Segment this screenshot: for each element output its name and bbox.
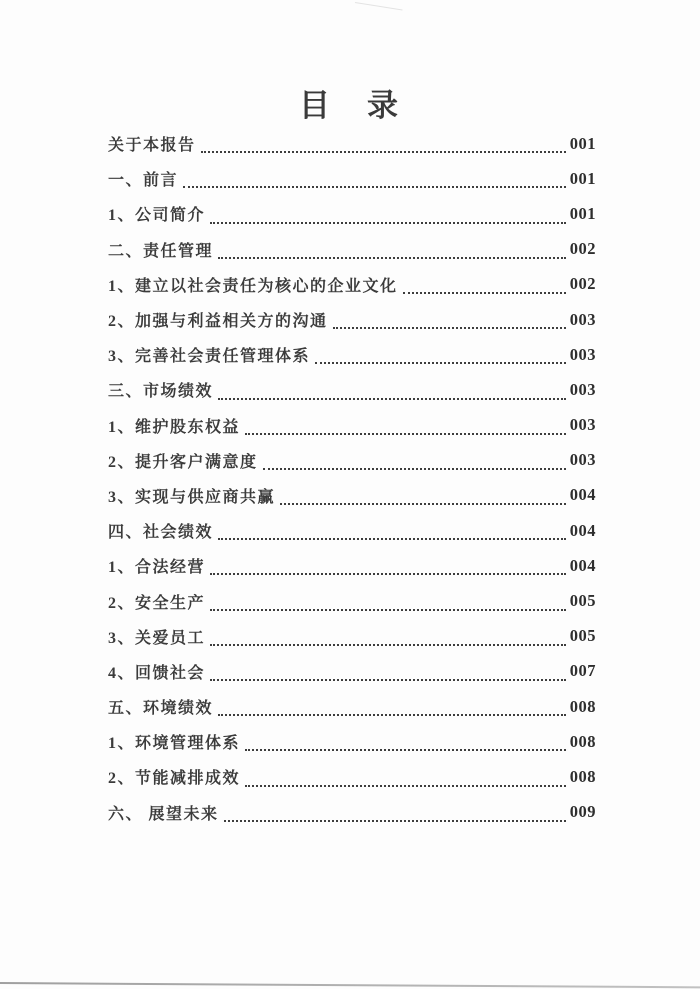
toc-entry-page-number: 007 <box>569 661 596 681</box>
toc-entry-label: 三、市场绩效 <box>108 383 214 401</box>
dot-leader <box>213 372 570 407</box>
toc-entry-label: 四、社会绩效 <box>108 524 214 542</box>
dot-leader <box>213 689 570 724</box>
dot-leader <box>328 302 570 337</box>
toc-entry <box>108 548 596 583</box>
toc-entry <box>108 337 596 372</box>
toc-entry-label: 1、建立以社会责任为核心的企业文化 <box>108 277 398 295</box>
dot-leader <box>398 267 570 302</box>
toc-entry-page-number: 005 <box>569 591 596 611</box>
toc-entry-page-number: 004 <box>569 485 596 505</box>
toc-entry-label: 关于本报告 <box>108 137 196 155</box>
toc-entry-page-number: 005 <box>569 626 596 646</box>
dot-leader <box>205 196 570 231</box>
toc-entry-page-number: 008 <box>569 731 596 751</box>
toc-entry <box>108 408 596 443</box>
toc-entry-page-number: 003 <box>569 415 596 435</box>
dot-leader <box>205 583 570 618</box>
toc-entry-page-number: 003 <box>569 379 596 399</box>
toc-entry-page-number: 001 <box>569 133 596 153</box>
toc-entry <box>108 759 596 794</box>
toc-entry <box>108 372 596 407</box>
toc-entry-page-number: 003 <box>569 309 596 329</box>
toc-entry-label: 五、环境绩效 <box>108 700 214 718</box>
dot-leader <box>219 795 570 830</box>
dot-leader <box>213 513 570 548</box>
toc-entry-label: 1、维护股东权益 <box>108 418 241 436</box>
toc-entry-label: 二、责任管理 <box>108 242 214 260</box>
dot-leader <box>240 724 570 759</box>
toc-entry-label: 1、公司简介 <box>108 207 206 225</box>
toc-entry <box>108 654 596 689</box>
toc-entry-label: 3、关爱员工 <box>108 629 206 647</box>
toc-entry-label: 4、回馈社会 <box>108 664 206 682</box>
toc-entry-page-number: 009 <box>569 802 596 822</box>
toc-entry-page-number: 008 <box>569 696 596 716</box>
toc-entry <box>108 126 596 161</box>
toc-entry <box>108 619 596 654</box>
toc-entry-page-number: 001 <box>569 168 596 188</box>
toc-entry <box>108 795 596 830</box>
dot-leader <box>275 478 570 513</box>
dot-leader <box>240 759 570 794</box>
toc-entry-page-number: 004 <box>569 555 596 575</box>
dot-leader <box>240 408 570 443</box>
toc-entry-label: 2、节能减排成效 <box>108 770 241 788</box>
toc-entry-label: 1、合法经营 <box>108 559 206 577</box>
dot-leader <box>196 126 570 161</box>
toc-entry-label: 六、 展望未来 <box>108 805 219 823</box>
page-title: 目 录 <box>299 88 401 123</box>
toc-entry-label: 3、完善社会责任管理体系 <box>108 348 311 366</box>
toc-entry <box>108 478 596 513</box>
toc-entry-label: 3、实现与供应商共赢 <box>108 488 276 506</box>
toc-entry <box>108 689 596 724</box>
toc-entry <box>108 302 596 337</box>
toc-entry <box>108 513 596 548</box>
toc-entry-label: 2、安全生产 <box>108 594 206 612</box>
dot-leader <box>205 548 570 583</box>
toc-entry-label: 1、环境管理体系 <box>108 735 241 753</box>
dot-leader <box>205 654 570 689</box>
toc-entry-page-number: 002 <box>569 274 596 294</box>
toc-list <box>108 126 596 830</box>
toc-entry <box>108 724 596 759</box>
toc-entry-label: 2、提升客户满意度 <box>108 453 258 471</box>
toc-entry-page-number: 002 <box>569 239 596 259</box>
dot-leader <box>258 443 570 478</box>
toc-entry-page-number: 004 <box>569 520 596 540</box>
toc-entry-page-number: 008 <box>569 766 596 786</box>
toc-entry <box>108 443 596 478</box>
toc-entry-page-number: 001 <box>569 203 596 223</box>
dot-leader <box>178 161 570 196</box>
scan-page-edge-line <box>0 982 700 988</box>
dot-leader <box>213 232 570 267</box>
scan-artifact-mark <box>355 2 403 10</box>
toc-entry-label: 2、加强与利益相关方的沟通 <box>108 313 328 331</box>
toc-entry-page-number: 003 <box>569 450 596 470</box>
toc-entry <box>108 232 596 267</box>
toc-entry <box>108 161 596 196</box>
dot-leader <box>205 619 570 654</box>
toc-entry <box>108 583 596 618</box>
toc-entry-label: 一、前言 <box>108 172 179 190</box>
dot-leader <box>310 337 570 372</box>
toc-entry-page-number: 003 <box>569 344 596 364</box>
toc-entry <box>108 196 596 231</box>
toc-entry <box>108 267 596 302</box>
